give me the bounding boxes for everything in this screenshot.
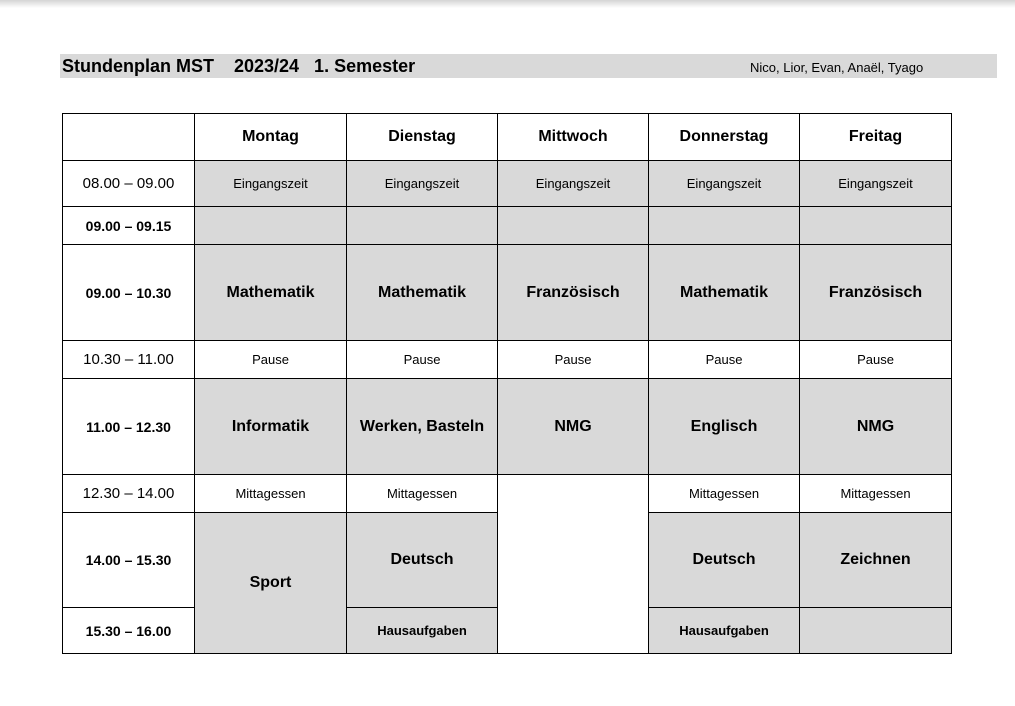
day-header-thursday: Donnerstag — [649, 114, 800, 161]
header-corner-cell — [63, 114, 195, 161]
lesson-cell: Pause — [195, 341, 347, 379]
lesson-cell: Eingangszeit — [649, 161, 800, 207]
lesson-cell: Französisch — [800, 245, 952, 341]
lesson-cell: Deutsch — [649, 513, 800, 608]
lesson-cell: Werken, Basteln — [347, 379, 498, 475]
table-row — [63, 245, 952, 341]
lesson-cell: Mittagessen — [800, 475, 952, 513]
document-title: Stundenplan MST 2023/24 1. Semester — [62, 56, 416, 76]
lesson-cell — [649, 207, 800, 245]
lesson-cell: Eingangszeit — [195, 161, 347, 207]
lesson-cell-wednesday-afternoon-empty — [498, 475, 649, 654]
time-cell: 12.30 – 14.00 — [63, 475, 195, 513]
day-header-friday: Freitag — [800, 114, 952, 161]
lesson-cell: Französisch — [498, 245, 649, 341]
lesson-cell: Zeichnen — [800, 513, 952, 608]
day-header-monday: Montag — [195, 114, 347, 161]
time-cell: 15.30 – 16.00 — [63, 608, 195, 654]
table-row — [63, 379, 952, 475]
student-names: Nico, Lior, Evan, Anaël, Tyago — [750, 60, 924, 75]
lesson-cell: Pause — [498, 341, 649, 379]
lesson-cell: Eingangszeit — [800, 161, 952, 207]
timetable — [62, 113, 952, 654]
lesson-cell: Hausaufgaben — [649, 608, 800, 654]
lesson-cell: Mathematik — [195, 245, 347, 341]
lesson-cell: Mittagessen — [195, 475, 347, 513]
time-cell: 11.00 – 12.30 — [63, 379, 195, 475]
page-top-shadow — [0, 0, 1015, 8]
lesson-cell — [800, 207, 952, 245]
time-cell: 09.00 – 10.30 — [63, 245, 195, 341]
title-bar — [60, 54, 997, 78]
lesson-cell-sport: Sport — [195, 513, 347, 654]
lesson-cell: Eingangszeit — [347, 161, 498, 207]
lesson-cell: Mittagessen — [347, 475, 498, 513]
lesson-cell: Deutsch — [347, 513, 498, 608]
lesson-cell: Mittagessen — [649, 475, 800, 513]
time-cell: 10.30 – 11.00 — [63, 341, 195, 379]
lesson-cell — [800, 608, 952, 654]
lesson-cell: Eingangszeit — [498, 161, 649, 207]
table-row — [63, 475, 952, 513]
lesson-cell — [498, 207, 649, 245]
lesson-cell: Englisch — [649, 379, 800, 475]
lesson-cell: Pause — [800, 341, 952, 379]
day-header-wednesday: Mittwoch — [498, 114, 649, 161]
time-cell: 14.00 – 15.30 — [63, 513, 195, 608]
table-header-row — [63, 114, 952, 161]
time-cell: 09.00 – 09.15 — [63, 207, 195, 245]
lesson-cell: Hausaufgaben — [347, 608, 498, 654]
table-row — [63, 341, 952, 379]
lesson-cell: Mathematik — [347, 245, 498, 341]
lesson-cell: Pause — [347, 341, 498, 379]
day-header-tuesday: Dienstag — [347, 114, 498, 161]
lesson-cell: NMG — [800, 379, 952, 475]
lesson-cell — [347, 207, 498, 245]
lesson-cell: Informatik — [195, 379, 347, 475]
lesson-cell — [195, 207, 347, 245]
lesson-cell: Mathematik — [649, 245, 800, 341]
time-cell: 08.00 – 09.00 — [63, 161, 195, 207]
lesson-cell: NMG — [498, 379, 649, 475]
lesson-cell: Pause — [649, 341, 800, 379]
table-row — [63, 207, 952, 245]
table-row — [63, 161, 952, 207]
